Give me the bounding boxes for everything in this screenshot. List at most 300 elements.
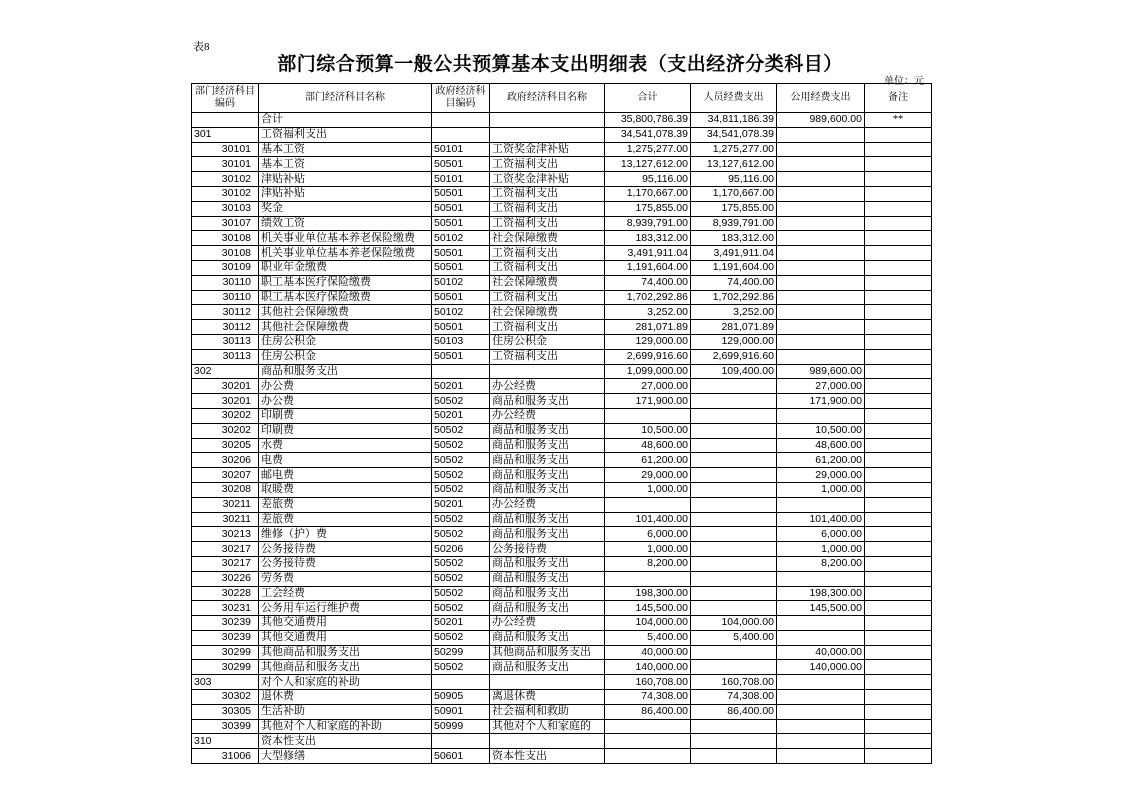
remark-cell bbox=[865, 157, 932, 172]
table-row bbox=[192, 675, 932, 690]
remark-cell bbox=[865, 231, 932, 246]
public-cell bbox=[777, 157, 865, 172]
dept-name-cell: 水费 bbox=[259, 438, 432, 453]
dept-name-cell: 其他商品和服务支出 bbox=[259, 645, 432, 660]
public-cell: 10,500.00 bbox=[777, 423, 865, 438]
gov-name-cell: 工资福利支出 bbox=[490, 260, 605, 275]
total-cell: 48,600.00 bbox=[605, 438, 691, 453]
table-row bbox=[192, 690, 932, 705]
personnel-cell: 160,708.00 bbox=[691, 675, 777, 690]
gov-name-cell: 其他商品和服务支出 bbox=[490, 645, 605, 660]
gov-code-cell: 50999 bbox=[432, 719, 490, 734]
total-cell: 281,071.89 bbox=[605, 320, 691, 335]
table-row bbox=[192, 719, 932, 734]
total-cell: 34,541,078.39 bbox=[605, 127, 691, 142]
gov-name-cell bbox=[490, 675, 605, 690]
dept-code-cell: 303 bbox=[192, 675, 259, 690]
remark-cell bbox=[865, 556, 932, 571]
gov-code-cell: 50502 bbox=[432, 468, 490, 483]
gov-code-cell: 50502 bbox=[432, 423, 490, 438]
gov-code-cell: 50502 bbox=[432, 438, 490, 453]
gov-code-cell bbox=[432, 113, 490, 128]
total-cell: 175,855.00 bbox=[605, 201, 691, 216]
personnel-cell: 1,170,667.00 bbox=[691, 186, 777, 201]
gov-code-cell: 50502 bbox=[432, 571, 490, 586]
public-cell: 61,200.00 bbox=[777, 453, 865, 468]
public-cell: 989,600.00 bbox=[777, 364, 865, 379]
personnel-cell: 1,191,604.00 bbox=[691, 260, 777, 275]
dept-code-cell: 30102 bbox=[192, 172, 259, 187]
dept-code-cell: 30108 bbox=[192, 246, 259, 261]
dept-name-cell: 住房公积金 bbox=[259, 334, 432, 349]
table-row bbox=[192, 660, 932, 675]
gov-code-cell: 50101 bbox=[432, 142, 490, 157]
gov-name-cell: 商品和服务支出 bbox=[490, 527, 605, 542]
public-cell bbox=[777, 630, 865, 645]
personnel-cell: 1,275,277.00 bbox=[691, 142, 777, 157]
dept-name-cell: 公务接待费 bbox=[259, 556, 432, 571]
remark-cell bbox=[865, 542, 932, 557]
dept-name-cell: 电费 bbox=[259, 453, 432, 468]
public-cell: 6,000.00 bbox=[777, 527, 865, 542]
total-cell: 1,170,667.00 bbox=[605, 186, 691, 201]
dept-code-cell: 30202 bbox=[192, 423, 259, 438]
dept-code-cell: 30302 bbox=[192, 690, 259, 705]
dept-code-cell: 30299 bbox=[192, 645, 259, 660]
remark-cell bbox=[865, 320, 932, 335]
gov-name-cell: 商品和服务支出 bbox=[490, 453, 605, 468]
personnel-cell: 183,312.00 bbox=[691, 231, 777, 246]
table-row bbox=[192, 364, 932, 379]
remark-cell bbox=[865, 127, 932, 142]
gov-code-cell: 50905 bbox=[432, 690, 490, 705]
table-row bbox=[192, 186, 932, 201]
col-header-dept-code: 部门经济科目编码 bbox=[192, 84, 259, 113]
table-row bbox=[192, 423, 932, 438]
gov-code-cell: 50501 bbox=[432, 216, 490, 231]
gov-name-cell: 工资福利支出 bbox=[490, 186, 605, 201]
public-cell bbox=[777, 246, 865, 261]
remark-cell bbox=[865, 172, 932, 187]
dept-code-cell: 30112 bbox=[192, 305, 259, 320]
dept-code-cell: 301 bbox=[192, 127, 259, 142]
gov-name-cell: 办公经费 bbox=[490, 379, 605, 394]
public-cell bbox=[777, 172, 865, 187]
remark-cell bbox=[865, 749, 932, 764]
dept-code-cell: 30217 bbox=[192, 542, 259, 557]
remark-cell bbox=[865, 186, 932, 201]
public-cell bbox=[777, 305, 865, 320]
dept-code-cell: 30206 bbox=[192, 453, 259, 468]
table-row bbox=[192, 586, 932, 601]
dept-name-cell: 机关事业单位基本养老保险缴费 bbox=[259, 231, 432, 246]
gov-code-cell: 50201 bbox=[432, 379, 490, 394]
personnel-cell: 34,811,186.39 bbox=[691, 113, 777, 128]
personnel-cell bbox=[691, 482, 777, 497]
table-row bbox=[192, 734, 932, 749]
dept-code-cell: 30102 bbox=[192, 186, 259, 201]
dept-name-cell: 邮电费 bbox=[259, 468, 432, 483]
remark-cell bbox=[865, 734, 932, 749]
table-row bbox=[192, 290, 932, 305]
dept-code-cell: 30217 bbox=[192, 556, 259, 571]
gov-name-cell: 商品和服务支出 bbox=[490, 438, 605, 453]
personnel-cell bbox=[691, 734, 777, 749]
total-cell: 183,312.00 bbox=[605, 231, 691, 246]
gov-name-cell: 社会保障缴费 bbox=[490, 231, 605, 246]
table-row bbox=[192, 320, 932, 335]
personnel-cell bbox=[691, 571, 777, 586]
personnel-cell bbox=[691, 512, 777, 527]
public-cell bbox=[777, 260, 865, 275]
public-cell: 101,400.00 bbox=[777, 512, 865, 527]
total-cell bbox=[605, 571, 691, 586]
table-row bbox=[192, 142, 932, 157]
gov-code-cell: 50102 bbox=[432, 231, 490, 246]
total-cell: 6,000.00 bbox=[605, 527, 691, 542]
gov-code-cell: 50501 bbox=[432, 320, 490, 335]
dept-name-cell: 合计 bbox=[259, 113, 432, 128]
personnel-cell bbox=[691, 453, 777, 468]
dept-code-cell: 30107 bbox=[192, 216, 259, 231]
gov-name-cell: 离退休费 bbox=[490, 690, 605, 705]
remark-cell bbox=[865, 201, 932, 216]
dept-name-cell: 差旅费 bbox=[259, 512, 432, 527]
total-cell: 86,400.00 bbox=[605, 704, 691, 719]
gov-code-cell: 50502 bbox=[432, 601, 490, 616]
total-cell: 1,702,292.86 bbox=[605, 290, 691, 305]
total-cell: 160,708.00 bbox=[605, 675, 691, 690]
table-row bbox=[192, 201, 932, 216]
dept-code-cell: 30108 bbox=[192, 231, 259, 246]
table-row bbox=[192, 246, 932, 261]
remark-cell bbox=[865, 616, 932, 631]
budget-table bbox=[191, 83, 932, 764]
total-cell: 104,000.00 bbox=[605, 616, 691, 631]
table-row bbox=[192, 497, 932, 512]
gov-code-cell: 50502 bbox=[432, 586, 490, 601]
table-row bbox=[192, 113, 932, 128]
public-cell bbox=[777, 734, 865, 749]
table-row bbox=[192, 260, 932, 275]
remark-cell bbox=[865, 290, 932, 305]
total-cell: 74,308.00 bbox=[605, 690, 691, 705]
dept-code-cell: 30201 bbox=[192, 379, 259, 394]
public-cell: 171,900.00 bbox=[777, 394, 865, 409]
gov-name-cell: 工资福利支出 bbox=[490, 201, 605, 216]
dept-code-cell: 30231 bbox=[192, 601, 259, 616]
table-row bbox=[192, 438, 932, 453]
gov-name-cell: 商品和服务支出 bbox=[490, 423, 605, 438]
public-cell bbox=[777, 408, 865, 423]
gov-name-cell: 商品和服务支出 bbox=[490, 586, 605, 601]
remark-cell bbox=[865, 334, 932, 349]
public-cell: 40,000.00 bbox=[777, 645, 865, 660]
gov-code-cell: 50501 bbox=[432, 246, 490, 261]
gov-name-cell: 商品和服务支出 bbox=[490, 660, 605, 675]
table-row bbox=[192, 571, 932, 586]
personnel-cell: 74,400.00 bbox=[691, 275, 777, 290]
table-row bbox=[192, 601, 932, 616]
public-cell bbox=[777, 497, 865, 512]
dept-name-cell: 退休费 bbox=[259, 690, 432, 705]
gov-code-cell: 50103 bbox=[432, 334, 490, 349]
remark-cell bbox=[865, 349, 932, 364]
remark-cell bbox=[865, 719, 932, 734]
dept-code-cell: 310 bbox=[192, 734, 259, 749]
remark-cell bbox=[865, 364, 932, 379]
dept-code-cell: 30112 bbox=[192, 320, 259, 335]
gov-code-cell bbox=[432, 675, 490, 690]
personnel-cell bbox=[691, 660, 777, 675]
gov-name-cell: 其他对个人和家庭的 bbox=[490, 719, 605, 734]
remark-cell bbox=[865, 497, 932, 512]
dept-code-cell: 30110 bbox=[192, 275, 259, 290]
table-row bbox=[192, 172, 932, 187]
dept-name-cell: 职工基本医疗保险缴费 bbox=[259, 275, 432, 290]
col-header-gov-code: 政府经济科目编码 bbox=[432, 84, 490, 113]
dept-name-cell: 其他交通费用 bbox=[259, 630, 432, 645]
dept-name-cell: 差旅费 bbox=[259, 497, 432, 512]
gov-name-cell: 工资福利支出 bbox=[490, 216, 605, 231]
col-header-gov-name: 政府经济科目名称 bbox=[490, 84, 605, 113]
dept-name-cell: 对个人和家庭的补助 bbox=[259, 675, 432, 690]
dept-name-cell: 工会经费 bbox=[259, 586, 432, 601]
personnel-cell bbox=[691, 527, 777, 542]
personnel-cell bbox=[691, 379, 777, 394]
table-label: 表8 bbox=[193, 41, 210, 53]
dept-name-cell: 大型修缮 bbox=[259, 749, 432, 764]
table-row bbox=[192, 394, 932, 409]
public-cell: 198,300.00 bbox=[777, 586, 865, 601]
personnel-cell: 175,855.00 bbox=[691, 201, 777, 216]
remark-cell bbox=[865, 305, 932, 320]
dept-name-cell: 维修（护）费 bbox=[259, 527, 432, 542]
total-cell: 8,939,791.00 bbox=[605, 216, 691, 231]
public-cell bbox=[777, 571, 865, 586]
remark-cell bbox=[865, 379, 932, 394]
table-row bbox=[192, 231, 932, 246]
remark-cell bbox=[865, 675, 932, 690]
dept-code-cell: 30305 bbox=[192, 704, 259, 719]
gov-code-cell: 50501 bbox=[432, 290, 490, 305]
gov-name-cell: 社会保障缴费 bbox=[490, 275, 605, 290]
public-cell: 29,000.00 bbox=[777, 468, 865, 483]
gov-code-cell: 50501 bbox=[432, 186, 490, 201]
dept-name-cell: 其他对个人和家庭的补助 bbox=[259, 719, 432, 734]
table-row bbox=[192, 305, 932, 320]
table-row bbox=[192, 216, 932, 231]
gov-code-cell: 50501 bbox=[432, 260, 490, 275]
dept-name-cell: 办公费 bbox=[259, 394, 432, 409]
total-cell: 2,699,916.60 bbox=[605, 349, 691, 364]
gov-code-cell: 50502 bbox=[432, 660, 490, 675]
public-cell bbox=[777, 142, 865, 157]
dept-name-cell: 津贴补贴 bbox=[259, 172, 432, 187]
remark-cell bbox=[865, 275, 932, 290]
total-cell: 1,191,604.00 bbox=[605, 260, 691, 275]
public-cell: 140,000.00 bbox=[777, 660, 865, 675]
total-cell bbox=[605, 719, 691, 734]
public-cell: 48,600.00 bbox=[777, 438, 865, 453]
total-cell: 35,800,786.39 bbox=[605, 113, 691, 128]
table-row bbox=[192, 616, 932, 631]
total-cell: 8,200.00 bbox=[605, 556, 691, 571]
gov-code-cell: 50502 bbox=[432, 630, 490, 645]
personnel-cell bbox=[691, 719, 777, 734]
public-cell bbox=[777, 186, 865, 201]
personnel-cell bbox=[691, 586, 777, 601]
public-cell bbox=[777, 334, 865, 349]
total-cell: 129,000.00 bbox=[605, 334, 691, 349]
dept-name-cell: 住房公积金 bbox=[259, 349, 432, 364]
dept-code-cell: 30201 bbox=[192, 394, 259, 409]
personnel-cell bbox=[691, 408, 777, 423]
public-cell: 989,600.00 bbox=[777, 113, 865, 128]
total-cell: 1,275,277.00 bbox=[605, 142, 691, 157]
remark-cell bbox=[865, 423, 932, 438]
dept-code-cell: 30239 bbox=[192, 616, 259, 631]
dept-name-cell: 绩效工资 bbox=[259, 216, 432, 231]
gov-name-cell: 商品和服务支出 bbox=[490, 571, 605, 586]
gov-name-cell: 商品和服务支出 bbox=[490, 556, 605, 571]
personnel-cell bbox=[691, 542, 777, 557]
dept-name-cell: 其他社会保障缴费 bbox=[259, 320, 432, 335]
table-row bbox=[192, 512, 932, 527]
dept-name-cell: 其他商品和服务支出 bbox=[259, 660, 432, 675]
total-cell: 10,500.00 bbox=[605, 423, 691, 438]
dept-code-cell: 30226 bbox=[192, 571, 259, 586]
dept-code-cell: 302 bbox=[192, 364, 259, 379]
remark-cell bbox=[865, 690, 932, 705]
dept-code-cell: 30109 bbox=[192, 260, 259, 275]
remark-cell bbox=[865, 246, 932, 261]
gov-code-cell bbox=[432, 364, 490, 379]
public-cell: 8,200.00 bbox=[777, 556, 865, 571]
total-cell: 3,252.00 bbox=[605, 305, 691, 320]
gov-name-cell: 工资福利支出 bbox=[490, 246, 605, 261]
table-row bbox=[192, 749, 932, 764]
dept-code-cell: 30113 bbox=[192, 349, 259, 364]
col-header-dept-name: 部门经济科目名称 bbox=[259, 84, 432, 113]
gov-code-cell: 50102 bbox=[432, 275, 490, 290]
gov-name-cell: 工资福利支出 bbox=[490, 320, 605, 335]
gov-code-cell: 50299 bbox=[432, 645, 490, 660]
dept-name-cell: 印刷费 bbox=[259, 408, 432, 423]
table-row bbox=[192, 527, 932, 542]
remark-cell bbox=[865, 216, 932, 231]
remark-cell bbox=[865, 630, 932, 645]
table-row bbox=[192, 704, 932, 719]
total-cell: 140,000.00 bbox=[605, 660, 691, 675]
dept-code-cell: 30239 bbox=[192, 630, 259, 645]
gov-name-cell: 社会保障缴费 bbox=[490, 305, 605, 320]
dept-code-cell: 30211 bbox=[192, 497, 259, 512]
public-cell bbox=[777, 320, 865, 335]
personnel-cell: 281,071.89 bbox=[691, 320, 777, 335]
total-cell: 74,400.00 bbox=[605, 275, 691, 290]
table-row bbox=[192, 630, 932, 645]
gov-code-cell: 50101 bbox=[432, 172, 490, 187]
dept-code-cell: 31006 bbox=[192, 749, 259, 764]
gov-name-cell: 商品和服务支出 bbox=[490, 468, 605, 483]
remark-cell bbox=[865, 260, 932, 275]
table-row bbox=[192, 482, 932, 497]
remark-cell bbox=[865, 438, 932, 453]
table-body bbox=[192, 113, 932, 764]
header-row bbox=[192, 84, 932, 113]
dept-name-cell: 公务用车运行维护费 bbox=[259, 601, 432, 616]
dept-code-cell bbox=[192, 113, 259, 128]
personnel-cell bbox=[691, 556, 777, 571]
total-cell: 61,200.00 bbox=[605, 453, 691, 468]
dept-code-cell: 30202 bbox=[192, 408, 259, 423]
gov-code-cell: 50206 bbox=[432, 542, 490, 557]
remark-cell bbox=[865, 660, 932, 675]
table-row bbox=[192, 468, 932, 483]
personnel-cell: 2,699,916.60 bbox=[691, 349, 777, 364]
gov-code-cell bbox=[432, 127, 490, 142]
gov-code-cell: 50502 bbox=[432, 482, 490, 497]
public-cell bbox=[777, 719, 865, 734]
dept-name-cell: 津贴补贴 bbox=[259, 186, 432, 201]
remark-cell bbox=[865, 142, 932, 157]
gov-code-cell: 50501 bbox=[432, 157, 490, 172]
personnel-cell bbox=[691, 468, 777, 483]
remark-cell bbox=[865, 586, 932, 601]
public-cell bbox=[777, 675, 865, 690]
gov-code-cell: 50102 bbox=[432, 305, 490, 320]
gov-name-cell bbox=[490, 127, 605, 142]
gov-code-cell: 50901 bbox=[432, 704, 490, 719]
remark-cell bbox=[865, 527, 932, 542]
dept-code-cell: 30101 bbox=[192, 142, 259, 157]
dept-name-cell: 职工基本医疗保险缴费 bbox=[259, 290, 432, 305]
gov-name-cell: 工资福利支出 bbox=[490, 157, 605, 172]
public-cell bbox=[777, 216, 865, 231]
total-cell: 95,116.00 bbox=[605, 172, 691, 187]
col-header-personnel: 人员经费支出 bbox=[691, 84, 777, 113]
total-cell: 3,491,911.04 bbox=[605, 246, 691, 261]
dept-name-cell: 其他社会保障缴费 bbox=[259, 305, 432, 320]
public-cell: 145,500.00 bbox=[777, 601, 865, 616]
gov-name-cell bbox=[490, 113, 605, 128]
dept-code-cell: 30110 bbox=[192, 290, 259, 305]
public-cell bbox=[777, 749, 865, 764]
dept-code-cell: 30208 bbox=[192, 482, 259, 497]
table-row bbox=[192, 453, 932, 468]
dept-name-cell: 资本性支出 bbox=[259, 734, 432, 749]
gov-name-cell: 办公经费 bbox=[490, 497, 605, 512]
dept-code-cell: 30207 bbox=[192, 468, 259, 483]
public-cell bbox=[777, 690, 865, 705]
col-header-public: 公用经费支出 bbox=[777, 84, 865, 113]
dept-code-cell: 30101 bbox=[192, 157, 259, 172]
gov-name-cell: 工资福利支出 bbox=[490, 290, 605, 305]
total-cell: 198,300.00 bbox=[605, 586, 691, 601]
total-cell bbox=[605, 749, 691, 764]
total-cell: 40,000.00 bbox=[605, 645, 691, 660]
unit-label: 单位：元 bbox=[884, 76, 924, 87]
total-cell: 1,000.00 bbox=[605, 542, 691, 557]
gov-code-cell bbox=[432, 734, 490, 749]
public-cell: 27,000.00 bbox=[777, 379, 865, 394]
gov-name-cell: 工资奖金津补贴 bbox=[490, 142, 605, 157]
table-row bbox=[192, 379, 932, 394]
dept-name-cell: 公务接待费 bbox=[259, 542, 432, 557]
dept-code-cell: 30211 bbox=[192, 512, 259, 527]
gov-name-cell: 公务接待费 bbox=[490, 542, 605, 557]
